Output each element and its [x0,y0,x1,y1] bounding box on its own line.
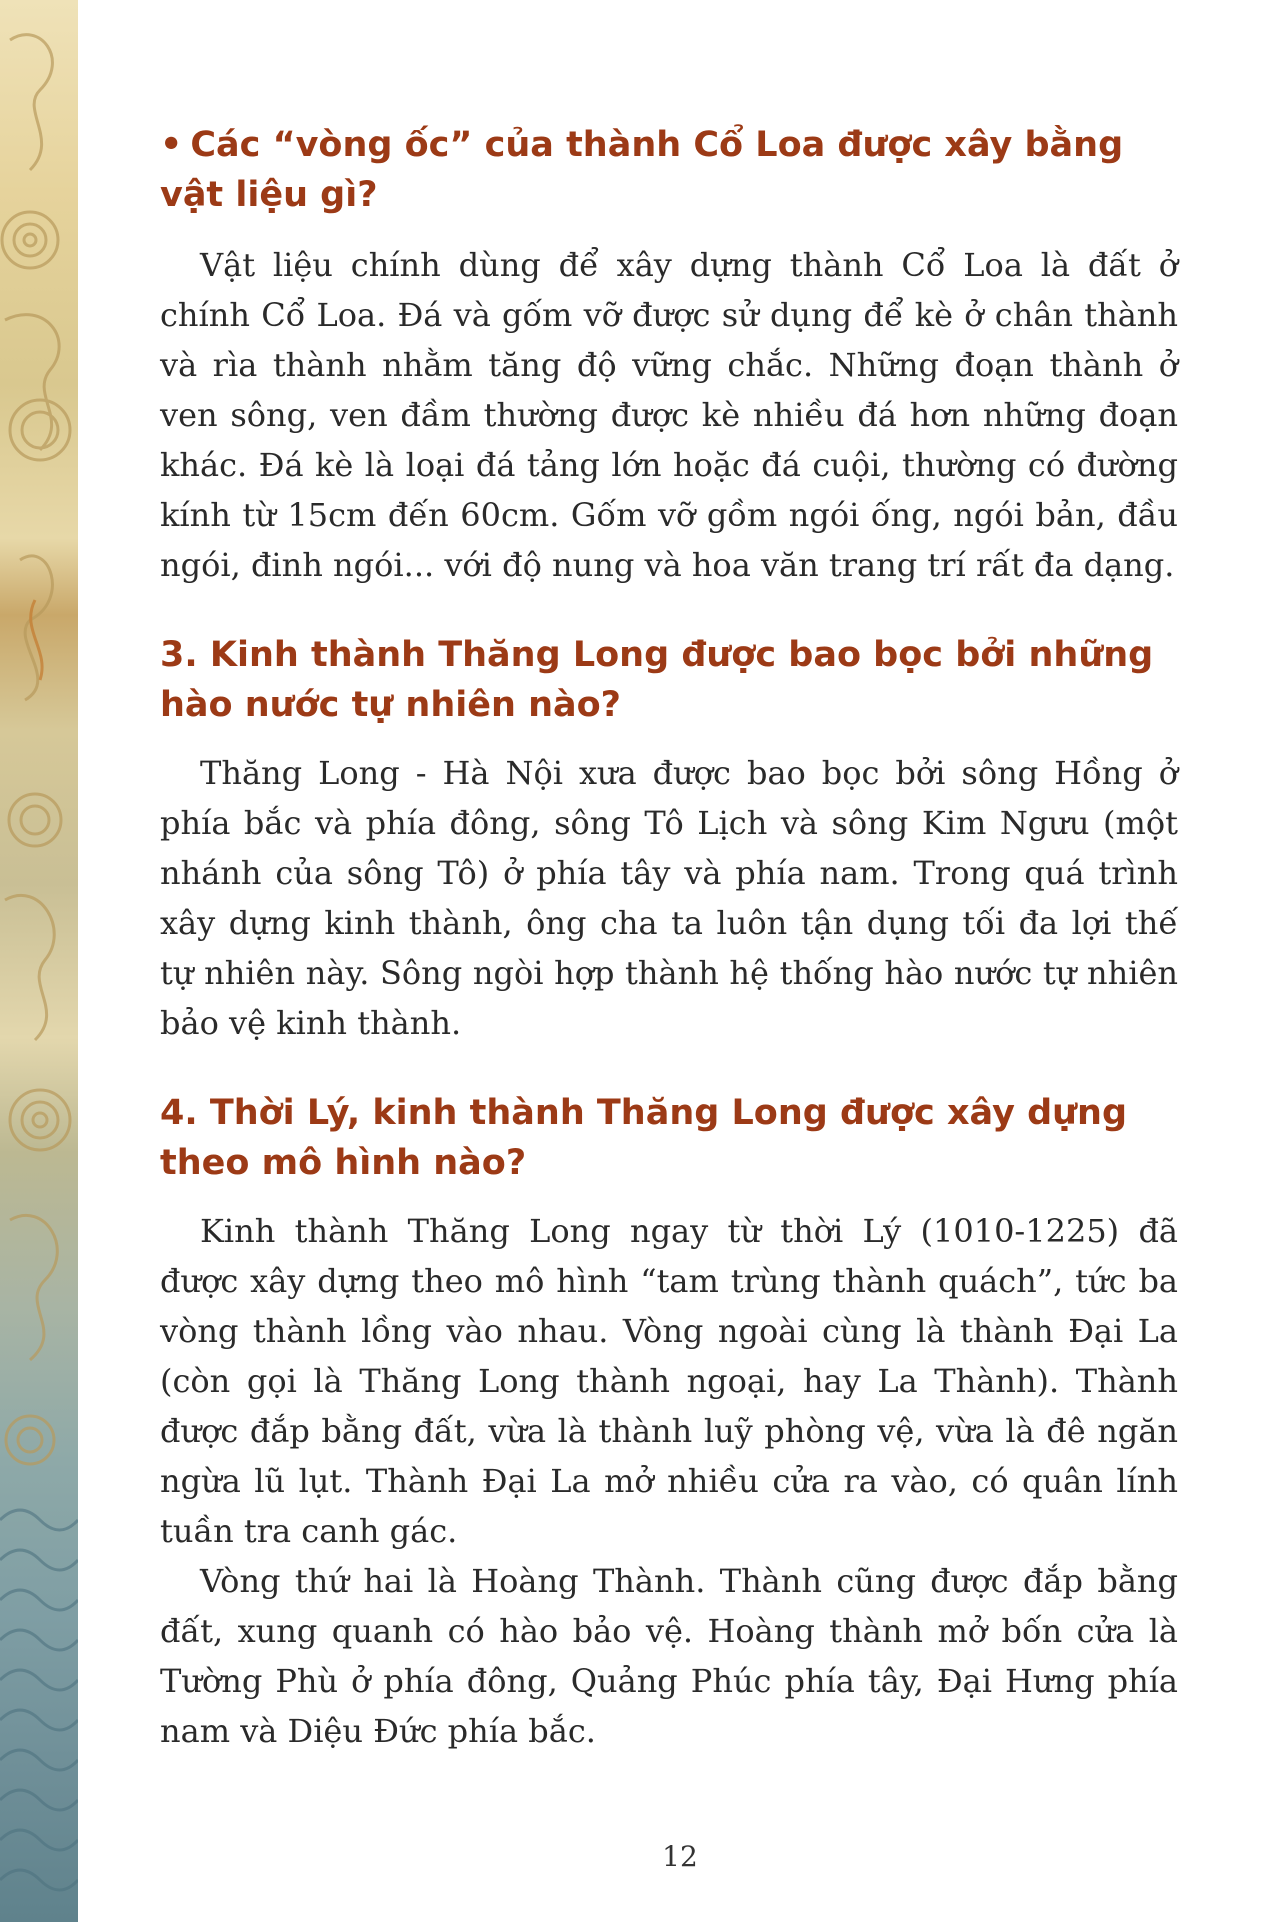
body-paragraph: Kinh thành Thăng Long ngay từ thời Lý (1010-1225) đã được xây dựng theo mô hình “tam trùng thành quách”, tức ba vòng thành lồng vào nhau. Vòng ngoài cùng là thành Đại La (còn gọi là Thăng Long thành ngoại, hay La Thành). Thành được đắp bằng đất, vừa là thành luỹ phòng vệ, vừa là đê ngăn ngừa lũ lụt. Thành Đại La mở nhiều cửa ra vào, có quân lính tuần tra canh gác. [160,1212,1178,1550]
page-content [160,120,1178,1756]
section-heading [160,120,1178,220]
body-paragraph: Vật liệu chính dùng để xây dựng thành Cổ Loa là đất ở chính Cổ Loa. Đá và gốm vỡ được sử dụng để kè ở chân thành và rìa thành nhằm tăng độ vững chắc. Những đoạn thành ở ven sông, ven đầm thường được kè nhiều đá hơn những đoạn khác. Đá kè là loại đá tảng lớn hoặc đá cuội, thường có đường kính từ 15cm đến 60cm. Gốm vỡ gồm ngói ống, ngói bản, đầu ngói, đinh ngói... với độ nung và hoa văn trang trí rất đa dạng. [160,246,1178,584]
page-number: 12 [662,1840,698,1873]
decorative-side-border [0,0,78,1922]
section-heading: 4. Thời Lý, kinh thành Thăng Long được xây dựng theo mô hình nào? [160,1093,1128,1183]
heading-text: Các “vòng ốc” của thành Cổ Loa được xây bằng vật liệu gì? [160,125,1124,215]
section-heading: 3. Kinh thành Thăng Long được bao bọc bởi những hào nước tự nhiên nào? [160,635,1154,725]
bullet-icon: • [160,125,183,165]
section-co-loa-materials [160,120,1178,590]
cloud-pattern-illustration [0,0,78,1922]
section-question-4 [160,1088,1178,1756]
body-paragraph: Thăng Long - Hà Nội xưa được bao bọc bởi sông Hồng ở phía bắc và phía đông, sông Tô Lịch và sông Kim Ngưu (một nhánh của sông Tô) ở phía tây và phía nam. Trong quá trình xây dựng kinh thành, ông cha ta luôn tận dụng tối đa lợi thế tự nhiên này. Sông ngòi hợp thành hệ thống hào nước tự nhiên bảo vệ kinh thành. [160,754,1178,1042]
section-question-3 [160,630,1178,1048]
body-paragraph: Vòng thứ hai là Hoàng Thành. Thành cũng được đắp bằng đất, xung quanh có hào bảo vệ. Hoàng thành mở bốn cửa là Tường Phù ở phía đông, Quảng Phúc phía tây, Đại Hưng phía nam và Diệu Đức phía bắc. [160,1562,1178,1750]
